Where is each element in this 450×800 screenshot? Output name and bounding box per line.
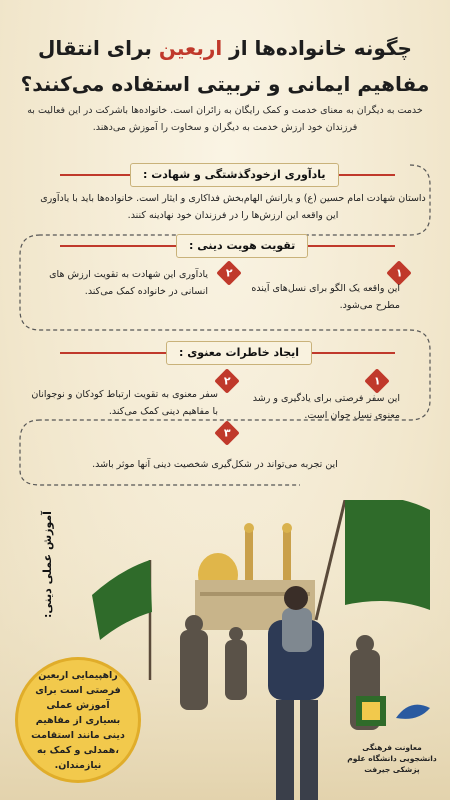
- section1-heading: یادآوری ازخودگذشتگی و شهادت :: [130, 163, 339, 187]
- info-circle-text: راهپیمایی اربعین فرصتی است برای آموزش عملی بسیاری از مفاهیم دینی مانند استقامت ،همدلی و کمک به نیازمندان.: [31, 669, 125, 771]
- badge-2: ۲: [216, 260, 241, 285]
- right-flag-icon: [345, 500, 430, 610]
- info-circle: [18, 660, 138, 780]
- title-highlight: اربعین: [158, 36, 223, 60]
- title-line2: مفاهیم ایمانی و تربیتی استفاده می‌کنند؟: [20, 72, 430, 96]
- section3-heading: ایجاد خاطرات معنوی :: [166, 341, 312, 365]
- badge-3-1: ۱: [364, 368, 389, 393]
- badge-1: ۱: [386, 260, 411, 285]
- practical-label: آموزش عملی دینی:: [41, 511, 54, 619]
- badge-3-3: ۳: [214, 420, 239, 445]
- section3-item-2: سفر معنوی به تقویت ارتباط کودکان و نوجوانان با مفاهیم دینی کمک می‌کند.: [31, 389, 218, 417]
- section2-item-2: یادآوری این شهادت به تقویت ارزش های انسانی در خانواده کمک می‌کند.: [49, 269, 208, 297]
- title-part1: چگونه خانواده‌ها از: [222, 36, 412, 60]
- badge-3-2: ۲: [214, 368, 239, 393]
- intro-text: خدمت به دیگران به معنای خدمت و کمک رایگان به زائران است. خانواده‌ها باشرکت در این فعالیت به فرزندان خود ارزش خدمت به دیگران و سخاوت را آموزش می‌دهند.: [27, 105, 423, 133]
- section3-item-1: این سفر فرصتی برای یادگیری و رشد معنوی نسل جوان است.: [252, 393, 400, 421]
- logo-text: معاونت فرهنگی دانشجویی دانشگاه علوم پزشکی جیرفت: [347, 743, 437, 774]
- title-part2: برای انتقال: [38, 36, 159, 60]
- section2-item-1: این واقعه یک الگو برای نسل‌های آینده مطرح می‌شود.: [251, 283, 400, 311]
- section3-item-3: این تجربه می‌تواند در شکل‌گیری شخصیت دینی آنها موثر باشد.: [92, 459, 338, 470]
- section2-heading: تقویت هویت دینی :: [176, 234, 308, 258]
- section1-text: داستان شهادت امام حسین (ع) و یارانش الهام‌بخش فداکاری و ایثار است. خانواده‌ها باید با یادآوری این واقعه این ارزش‌ها را در فرزندان خود نهادینه کنند.: [40, 193, 426, 221]
- university-logo-icon: [348, 688, 438, 738]
